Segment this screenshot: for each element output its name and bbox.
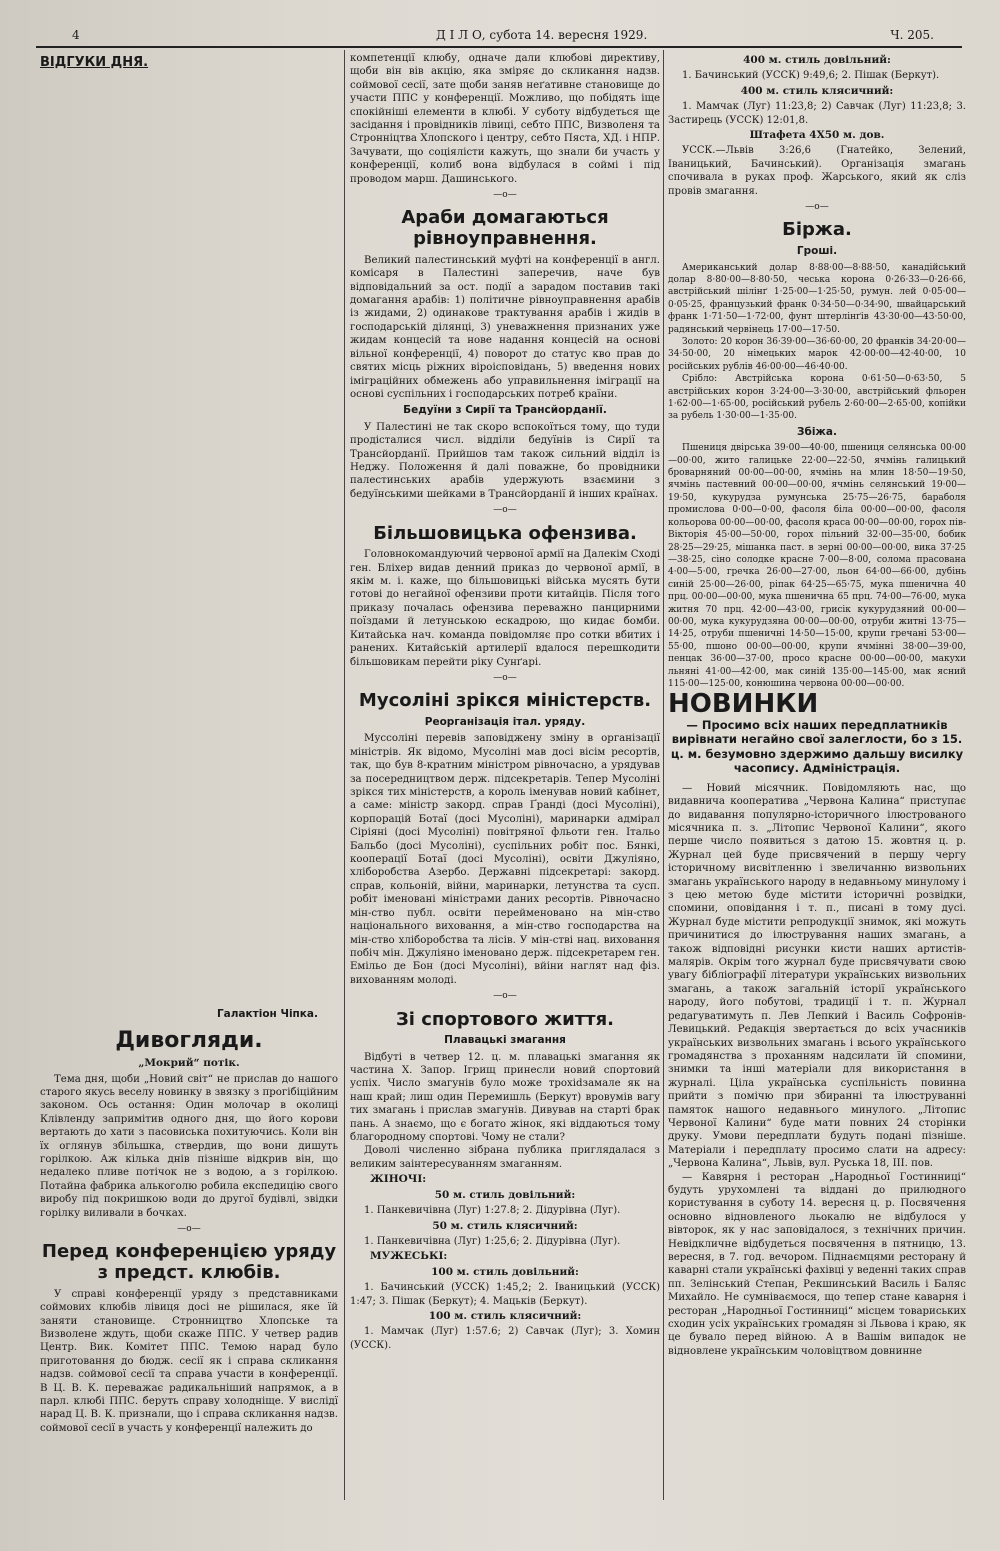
results-event: 100 м. стиль довільний: — [431, 1265, 579, 1278]
article-text: У справі конференції уряду з представниками соймових клюбів лівиця досі не рішилася, яке їй заняти становище. Стронництво Хлопське та Визволене ждуть, щоби скаже ППС. У четвер радив Центр. Вик. Комітет ППС. Темою нарад було приготовання до бюдж. сесії як і справа скликання надзв. соймової сесії та справа участи в конференції. В Ц. В. К. переважає радикальніший напрямок, а в парл. клюбі ППС. беруть справу холодніще. У вислідї нарад Ц. В. К. признали, що і справа скликання надзв. соймової сесії в участь у конференції належить до — [40, 1288, 338, 1434]
article-subtitle: Плавацькі змагання — [444, 1034, 566, 1047]
results-text: УССК.—Львів 3:26,6 (Гнатейко, Зелений, Іваницький, Бачинський). Організація змагань спочивала в руках проф. Жарського, який як сліз провів змагання. — [668, 145, 966, 197]
rubric-title: ВІДГУКИ ДНЯ. — [40, 55, 149, 70]
admin-notice: — Просимо всіх наших передплатників вирівнати негайно свої залеглости, бо з 15. ц. м. безумовно здержимо дальшу висилку часопису. Адміністрація. — [670, 717, 964, 776]
article-subtitle: „Мокрий“ потік. — [138, 1057, 240, 1070]
results-event: 50 м. стиль довільний: — [434, 1188, 576, 1201]
results-event: 400 м. стиль довільний: — [743, 54, 891, 66]
section-title: НОВИНКИ — [668, 689, 819, 720]
article-title: Мусоліні зрікся міністерств. — [358, 690, 652, 712]
article-text: У Палестині не так скоро вспокоїться тому, що туди продісталися числ. відділи бедуїнів із Сирії та Трансйорданії. Прийшов там також сильний відділ із Неджу. Положення й далі поважне, бо провідники палестинських арабів удержують взаємини з бедуїнськими шейками в Трансйорданії й інших країнах. — [350, 421, 660, 500]
blank-area — [40, 69, 338, 1004]
separator: —o— — [493, 505, 517, 516]
column-3 — [668, 52, 966, 1358]
separator: —o— — [493, 190, 517, 201]
market-text: Пшениця двірська 39·00—40·00, пшениця селянська 00·00—00·00, жито галицьке 22·00—22·50, ячмінь галицький броварняний 00·00—00·00, ячмінь на млин 18·50—19·50, ячмінь пастевний 00·00—00·00, ячмінь селянський 19·00—19·50, кукурудза румунська 25·75—26·75, бараболя промислова 0·00—0·00, фасоля біла 00·00—00·00, фасоля кольорова 00·00—00·00, фасоля краса 00·00—00·00, горох пів-Вікторія 45·00—50·00, горох пільний 32·00—35·00, бобик 28·25—29·25, мішанка паст. в зерні 00·00—00·00, вика 37·25—38·25, сіно солодке красне 7·00—8·00, солома прасована 4·00—5·00, гречка 26·00—27·00, льон 64·00—66·00, дубінь синій 25·00—26·00, ріпак 64·25—65·75, мука пшенична 40 прц. 00·00—00·00, мука пшенична 65 прц. 74·00—76·00, мука житня 70 прц. 42·00—43·00, грисік кукурудзяний 00·00—00·00, мука кукурудзяна 00·00—00·00, отруби житні 13·75—14·25, отруби пшеничні 14·50—15·00, крупи гречані 53·00—55·00, пшоно 00·00—00·00, крупи ячмінні 38·00—39·00, пенцак 36·00—37·00, просо красне 00·00—00·00, макухи льняні 41·00—42·00, мак синій 135·00—145·00, мак ясний 115·00—125·00, конюшина червона 00·00—00·00. — [668, 443, 966, 689]
page-header — [36, 26, 962, 48]
results-event: 100 м. стиль клясичний: — [428, 1309, 582, 1322]
article-text: Муссоліні перевів заповіджену зміну в організації міністрів. Як відомо, Мусоліні мав досі вісім ресортів, так, що був 8-кратним міністром рівночасно, а урядував за посередництвом держ. підсекретарів. Тепер Мусоліні зрікся тих міністерств, а король іменував новий кабінет, а саме: міністр закорд. справ Ґранді (досі Мусоліні), корпорацій Ботаї (досі Мусоліні), маринарки адмірал Сіріяні (досі Мусоліні) повітряної фльоти ген. Італьо Бальбо (досі Мусоліні), суспільних робіт пос. Бянкі, кооперації Ботаї (досі Мусоліні), освіти Джуліяно, хліборобства Азербо. Державні підсекретарі: закорд. справ, кольоній, війни, маринарки, летунства та сусп. робіт іменовані міністрами даних ресортів. Рівночасно мін-ство публ. освіти перейменовано на мін-ство національного виховання, а мін-ство господарства на мін-ство хліборобства та лісів. У мін-стві нац. виховання побіч мін. Джуліяно іменовано держ. підсекретарем ген. Емільо де Бон (досі Мусоліні), вйіни наглят над фіз. вихованням молоді. — [350, 733, 660, 986]
article-title: Дивогляди. — [115, 1027, 263, 1053]
article-text: Відбуті в четвер 12. ц. м. плавацькі змагання як частина Х. Запор. Ігрищ принесли новий спортовий успіх. Число змагунів було може троxidзамале як на наш край; лиш один Перемишль (Беркут) вровумів вагу тих змагань і прислав змагунів. Дивував на старті брак пань. А знаємо, що є богато жінок, які віддаються тому благородному спортові. Чому не стали? — [350, 1051, 660, 1144]
market-text: Золото: 20 корон 36·39·00—36·60·00, 20 франків 34·20·00—34·50·00, 20 німецьких марок 42·00·00—42·40·00, 10 російських рублів 46·00·00—46·40·00. — [668, 337, 966, 372]
article-text: Великий палестинський муфті на конференції в англ. комісаря в Палестині заперечив, наче був відповідальний за ост. події а зарадом поставив такі домагання арабів: 1) політичне рівноуправнення арабів із жидами, 2) одинакове трактування арабів і жидів в господарській ділянці, 3) уневажнення признаних уже жидам концесій та нове надання концесій на основі вільної конференції, 4) поворот до статус кво прав до святих місць ріжних віроісповідань, 5) введення нових іміграційних обмежень або управильнення іміграції на основі суспільних і господарських потреб країни. — [350, 254, 660, 400]
article-text: Головнокомандуючий червоної армії на Далекім Сході ген. Бліхер видав денний приказ до червоної армії, в якім м. і. каже, що більшовицькі війська мусять бути готові до негайної офензиви проти китайців. Після того приказу почалась офензива переважно панцирними поїздами й летунською ескадрою, що кидає бомби. Китайська нач. команда повідомляє про сотки вбитих і ранених. Китайській артилерії вдалося перешкодити більшовикам перейти ріку Сунґарі. — [350, 549, 660, 668]
article-title: Більшовицька офензива. — [373, 522, 637, 544]
column-1 — [40, 56, 338, 1435]
separator: —o— — [493, 672, 517, 683]
article-subtitle: Реорганізація італ. уряду. — [424, 716, 586, 728]
news-item: — Новий місячник. Повідомляють нас, що видавнича кооператива „Червона Калина“ приступає до видавання популярно-історичного ілюстрованого місячника п. з. „Літопис Червоної Калини“, якого перше число появиться з датою 15. жовтня ц. р. Журнал цей буде присвячений в першу чергу історичному висвітленню і звеличанню визвольних змагань українського народу в недавньому минулому і з цею метою буде містити історичні розвідки, спомини, оповідання і т. п., писані в тому дусі. Журнал буде містити репродукції знимок, які можуть причинитися до ілюстрування наших змагань, а також відповідні рисунки кисти наших артистів-малярів. Окрім того журнал буде присвячувати свою увагу бібліографії літератури українських визвольних змагань, а також загальній історії українського народу, його побутові, традиції і т. п. Журнал редагуватимуть п. Лев Лепкий і Василь Софронів-Левицький. Редакція звертається до всіх учасників українських визвольних змагань і всього українського громадянства з проханням надсилати їй спомини, знимки та інші матеріали для використання в журналі. Ціла українська суспільність повинна прийти з помічю при збиранні та ілюструванні памяток нашого недавнього минулого. „Літопис Червоної Калини“ буде мати повних 24 сторінки друку. Умови передплати будуть подані пізніше. Матеріали і передплату просимо слати на адресу: „Червона Калина“, Львів, вул. Руська 18, ІІІ. пов. — [668, 782, 966, 1170]
market-text: Американський долар 8·88·00—8·88·50, канадійський долар 8·80·00—8·80·50, чеська корона 0·26·33—0·26·66, австрійський шілінґ 1·25·00—1·25·50, румун. лей 0·05·00—0·05·25, французький франк 0·34·50—0·34·90, швайцарський франк 1·71·50—1·72·00, фунт штерлінґів 43·30·00—43·50·00, радянський червінець 17·00—17·50. — [668, 262, 966, 335]
separator: —o— — [177, 1223, 201, 1234]
article-subtitle: Бедуїни з Сирії та Трансйорданії. — [403, 404, 607, 417]
news-item: — Кавярня і ресторан „Народньої Гостинниці“ будуть урухомлені та віддані до прилюдного користування в суботу 14. вересня ц. р. Посвячення основно відновленого льокалю не відбулося у вівторок, як у нас заповідалося, з технічних причин. Невідкличне відбудеться посвячення в пятницю, 13. вересня, в 7. год. вечором. Піднаємцями ресторану й каварні стали українські фахівці у веденні таких справ пп. Зелінський Степан, Рекшинський Василь і Баляс Михайло. Не сумніваємося, що тепер стане каварня і ресторан „Народньої Гостинниці“ місцем товариських сходин усіх українських громадян зі Львова і краю, як це бувало перед війною. А в Вашім випадок не відновлене українським чоловіцтвом довнинне — [668, 1171, 966, 1357]
results-text: 1. Бачинський (УССК) 9:49,6; 2. Пішак (Беркут). — [682, 70, 940, 82]
issue-number: Ч. 205. — [890, 28, 934, 42]
signature: Галактіон Чіпка. — [216, 1008, 318, 1021]
article-text: компетенції клюбу, одначе дали клюбові директиву, щоби він вів акцію, яка зміряє до скликання надзв. соймової сесії, зате щоби заняв неґативне становище до участи ППС у конференції. Можливо, що побідять іще спокійніші елементи в клюбі. У суботу відбудеться ще засідання і провідників лівиці, себто ППС, Визволеня та Стронніцтва Хлопского і центру, себто Пяста, ХД. і НПР. Зачувати, що соціялісти кажуть, що знали би участь у конференції, колиб вона відбулася в соймі і під проводом марш. Дашинського. — [350, 53, 660, 185]
article-title: Араби домагаються рівноуправнення. — [401, 207, 609, 250]
masthead: Д І Л О, субота 14. вересня 1929. — [436, 28, 648, 42]
separator: —o— — [805, 202, 829, 213]
results-heading: ЖІНОЧІ: — [370, 1173, 427, 1186]
article-text: Тема дня, щоби „Новий світ“ не прислав до нашого старого якусь веселу новинку в звязку з прогібіційним законом. Ось остання: Один молочар в околиці Клівленду запримітив одного дня, що його корови вертають до хати з пасовиська похитуючись. Коли він їх оглянув збільшка, ствердив, що вони дишуть горілкою. Аж кілька днів пізніше відкрив він, що недалеко пливе потічок не з водою, а з горілкою. Потайна фабрика алькоголю робила експедицію свого виробу під покришкою води до другої будівлі, звідки горілку виливали в бочках. — [40, 1073, 338, 1219]
column-2 — [350, 52, 660, 1502]
separator: —o— — [493, 991, 517, 1002]
market-text: Срібло: Австрійська корона 0·61·50—0·63·50, 5 австрійських корон 3·24·00—3·30·00, австрійський фльорен 1·62·00—1·65·00, російський рубель 2·60·00—2·65·00, копійки за рубель 1·30·00—1·35·00. — [668, 374, 966, 422]
results-event: 50 м. стиль клясичний: — [432, 1219, 578, 1232]
results-text: 1. Бачинський (УССК) 1:45,2; 2. Іваницький (УССК) 1:47; 3. Пішак (Беркут); 4. Мацьків (Беркут). — [350, 1282, 660, 1307]
results-text: 1. Мамчак (Луг) 11:23,8; 2) Савчак (Луг) 11:23,8; 3. Застирець (УССК) 12:01,8. — [668, 101, 966, 126]
column-divider — [344, 50, 345, 1500]
results-event: 400 м. стиль клясичний: — [740, 84, 894, 97]
page-mark: 4 — [72, 28, 80, 42]
results-text: 1. Панкевичівна (Луг) 1:25,6; 2. Дідурівна (Луг). — [364, 1235, 621, 1247]
results-heading: МУЖЕСЬКІ: — [370, 1250, 448, 1263]
article-text: Доволі численно зібрана публика приглядалася з великим заінтересуванням змаганням. — [350, 1145, 660, 1170]
article-title: Біржа. — [782, 219, 852, 241]
article-title: Перед конференцією уряду з предст. клюбів. — [41, 1241, 337, 1284]
results-event: Штафета 4X50 м. дов. — [749, 129, 885, 142]
column-divider — [663, 50, 664, 1500]
article-subtitle: Збіжа. — [797, 425, 837, 438]
article-title: Зі спортового життя. — [396, 1008, 614, 1030]
results-text: 1. Панкевичівна (Луг) 1:27.8; 2. Дідурівна (Луг). — [364, 1205, 621, 1217]
article-subtitle: Гроші. — [796, 245, 838, 258]
results-text: 1. Мамчак (Луг) 1:57.6; 2) Савчак (Луг); 3. Хомин (УССК). — [350, 1326, 660, 1351]
